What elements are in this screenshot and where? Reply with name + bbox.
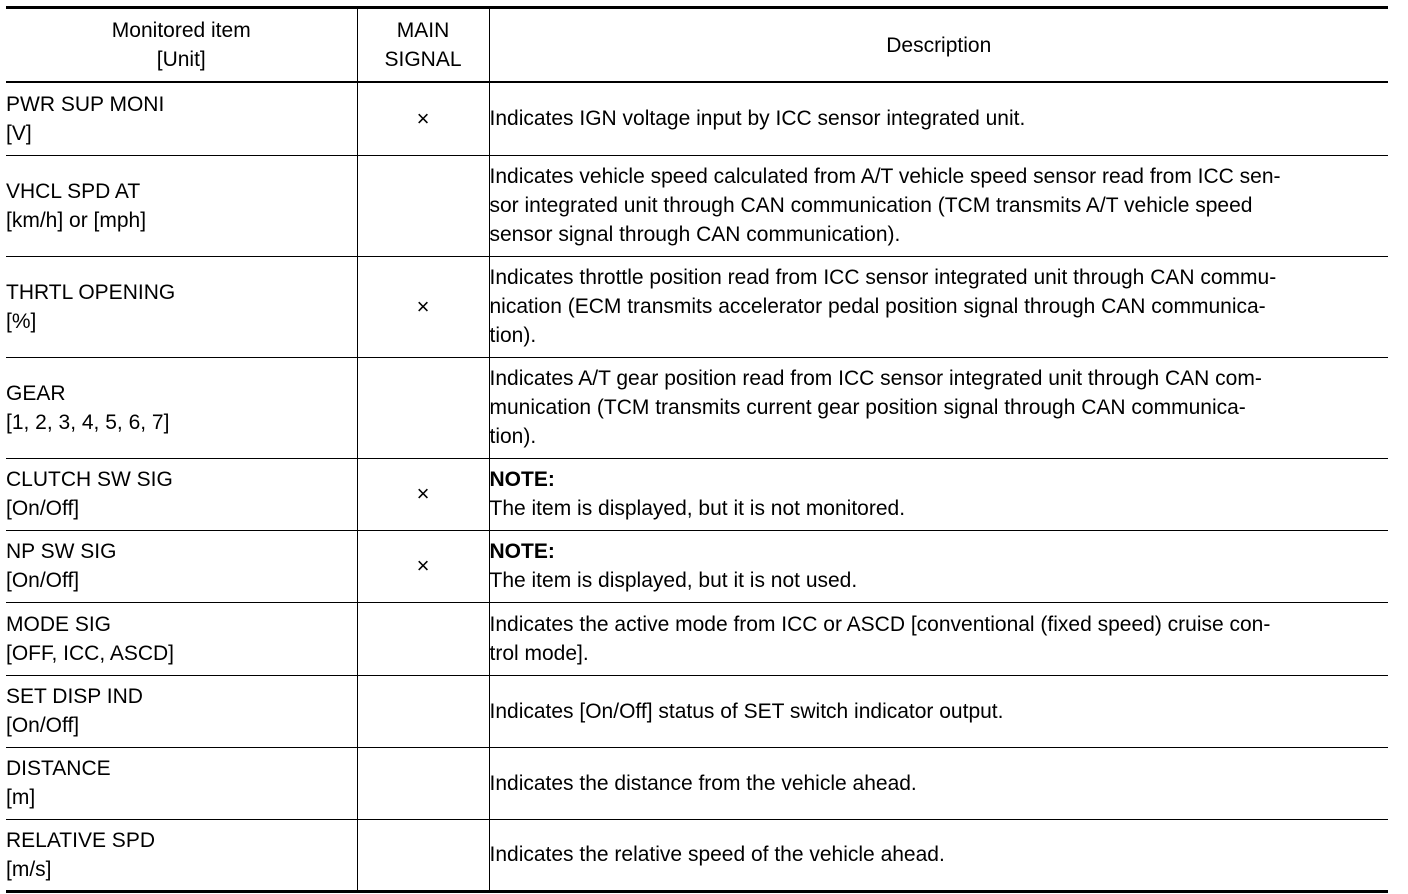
- main-signal-cell: [357, 675, 489, 747]
- item-cell: [6, 256, 357, 357]
- description-line: Indicates IGN voltage input by ICC sensor integrated unit.: [489, 107, 1026, 131]
- item-unit: [On/Off]: [6, 497, 80, 520]
- main-signal-cell: [357, 530, 489, 602]
- main-signal-mark: ×: [416, 105, 430, 131]
- description-cell: [489, 530, 1388, 602]
- description-line: The item is displayed, but it is not used.: [489, 569, 858, 592]
- note-label: NOTE:: [489, 468, 555, 491]
- description-line: nication (ECM transmits accelerator pedal position signal through CAN communica-: [489, 295, 1266, 318]
- header-main-label: MAIN: [396, 19, 450, 42]
- item-cell: [6, 819, 357, 891]
- description-line: Indicates vehicle speed calculated from A/T vehicle speed sensor read from ICC sen-: [489, 165, 1281, 188]
- description-cell: [489, 458, 1388, 530]
- item-name: MODE SIG: [6, 612, 112, 636]
- header-unit-label: [Unit]: [156, 48, 206, 71]
- table-row: [6, 357, 1388, 458]
- item-cell: [6, 82, 357, 155]
- table-row: [6, 819, 1388, 891]
- table-header-row: [6, 8, 1388, 83]
- header-item-label: Monitored item: [111, 19, 251, 42]
- item-cell: [6, 458, 357, 530]
- item-unit: [m/s]: [6, 857, 52, 881]
- item-unit: [m]: [6, 786, 36, 809]
- item-name: CLUTCH SW SIG: [6, 468, 173, 491]
- item-cell: [6, 602, 357, 675]
- item-unit: [OFF, ICC, ASCD]: [6, 641, 175, 665]
- item-cell: [6, 357, 357, 458]
- item-name: GEAR: [6, 381, 66, 405]
- item-unit: [km/h] or [mph]: [6, 208, 147, 232]
- table-row: [6, 155, 1388, 256]
- main-signal-cell: [357, 155, 489, 256]
- main-signal-cell: [357, 256, 489, 357]
- header-main-signal: [357, 8, 489, 83]
- table-row: [6, 602, 1388, 675]
- main-signal-mark: ×: [416, 481, 430, 506]
- description-cell: [489, 819, 1388, 891]
- description-cell: [489, 82, 1388, 155]
- description-line: tion).: [489, 324, 537, 347]
- item-unit: [%]: [6, 309, 37, 333]
- table-row: [6, 530, 1388, 602]
- monitored-items-table: [6, 6, 1388, 893]
- table-row: [6, 747, 1388, 819]
- description-line: munication (TCM transmits current gear position signal through CAN communica-: [489, 396, 1246, 419]
- header-signal-label: SIGNAL: [384, 48, 462, 71]
- description-line: Indicates A/T gear position read from ICC sensor integrated unit through CAN com-: [489, 367, 1262, 390]
- item-name: THRTL OPENING: [6, 280, 176, 304]
- item-name: VHCL SPD AT: [6, 179, 141, 203]
- item-name: DISTANCE: [6, 757, 111, 780]
- description-line: Indicates the distance from the vehicle ahead.: [489, 771, 917, 795]
- description-cell: [489, 357, 1388, 458]
- description-line: Indicates the relative speed of the vehicle ahead.: [489, 843, 945, 866]
- table-row: [6, 458, 1388, 530]
- main-signal-cell: [357, 819, 489, 891]
- main-signal-mark: ×: [416, 293, 430, 319]
- item-name: NP SW SIG: [6, 540, 117, 563]
- description-line: tion).: [489, 425, 537, 448]
- item-name: RELATIVE SPD: [6, 828, 155, 852]
- header-description-label: Description: [886, 33, 992, 57]
- description-cell: [489, 602, 1388, 675]
- description-line: trol mode].: [489, 641, 589, 665]
- item-cell: [6, 530, 357, 602]
- item-unit: [On/Off]: [6, 714, 80, 737]
- table-row: [6, 82, 1388, 155]
- description-cell: [489, 675, 1388, 747]
- main-signal-cell: [357, 602, 489, 675]
- note-label: NOTE:: [489, 540, 555, 563]
- table-row: [6, 675, 1388, 747]
- item-unit: [1, 2, 3, 4, 5, 6, 7]: [6, 410, 170, 434]
- item-cell: [6, 675, 357, 747]
- main-signal-cell: [357, 458, 489, 530]
- description-line: sor integrated unit through CAN communication (TCM transmits A/T vehicle speed: [489, 194, 1253, 217]
- item-unit: [On/Off]: [6, 569, 80, 592]
- description-line: Indicates [On/Off] status of SET switch indicator output.: [489, 699, 1004, 723]
- header-monitored-item: [6, 8, 357, 83]
- item-cell: [6, 155, 357, 256]
- main-signal-cell: [357, 82, 489, 155]
- item-name: PWR SUP MONI: [6, 92, 165, 116]
- description-line: Indicates the active mode from ICC or ASCD [conventional (fixed speed) cruise con-: [489, 612, 1271, 636]
- header-description: [489, 8, 1388, 83]
- table-row: [6, 256, 1388, 357]
- description-cell: [489, 747, 1388, 819]
- main-signal-cell: [357, 747, 489, 819]
- description-cell: [489, 256, 1388, 357]
- description-cell: [489, 155, 1388, 256]
- item-name: SET DISP IND: [6, 685, 143, 708]
- description-line: sensor signal through CAN communication).: [489, 223, 901, 246]
- main-signal-mark: ×: [416, 553, 430, 578]
- item-unit: [V]: [6, 121, 32, 145]
- main-signal-cell: [357, 357, 489, 458]
- description-line: Indicates throttle position read from ICC sensor integrated unit through CAN commu-: [489, 266, 1277, 289]
- item-cell: [6, 747, 357, 819]
- description-line: The item is displayed, but it is not monitored.: [489, 497, 906, 520]
